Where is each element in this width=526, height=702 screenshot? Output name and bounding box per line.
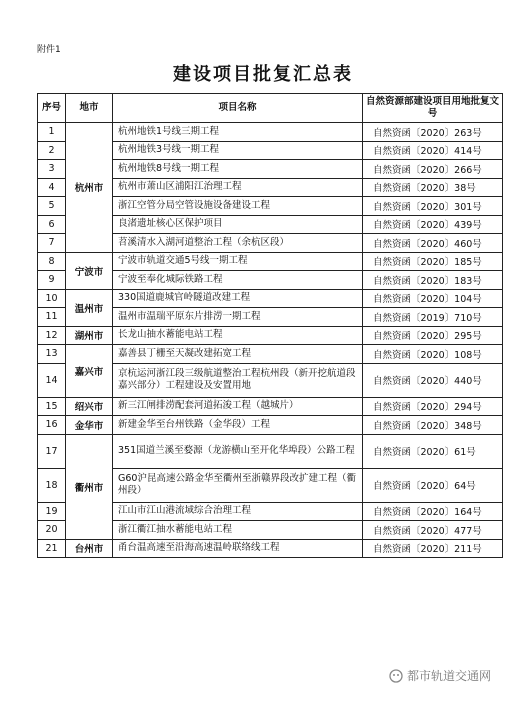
approval-doc-number: 自然资函〔2020〕440号 [363, 363, 503, 397]
row-number: 9 [38, 271, 66, 290]
row-number: 3 [38, 160, 66, 179]
row-number: 16 [38, 416, 66, 435]
approval-doc-number: 自然资函〔2020〕164号 [363, 502, 503, 521]
project-name: 杭州市萧山区浦阳江治理工程 [113, 178, 363, 197]
project-approval-table [37, 93, 503, 558]
table-row [38, 434, 503, 468]
approval-doc-number: 自然资函〔2020〕211号 [363, 539, 503, 558]
table-row [38, 345, 503, 364]
table-row [38, 539, 503, 558]
approval-doc-number: 自然资函〔2020〕61号 [363, 434, 503, 468]
row-number: 15 [38, 397, 66, 416]
approval-doc-number: 自然资函〔2020〕108号 [363, 345, 503, 364]
approval-doc-number: 自然资函〔2020〕477号 [363, 521, 503, 540]
approval-doc-number: 自然资函〔2020〕263号 [363, 123, 503, 142]
row-number: 1 [38, 123, 66, 142]
city-cell: 绍兴市 [66, 397, 113, 416]
approval-doc-number: 自然资函〔2020〕460号 [363, 234, 503, 253]
header-doc: 自然资源部建设项目用地批复文号 [363, 94, 503, 123]
row-number: 17 [38, 434, 66, 468]
project-name: 温州市温瑞平原东片排涝一期工程 [113, 308, 363, 327]
project-name: 江山市江山港流域综合治理工程 [113, 502, 363, 521]
table-row [38, 123, 503, 142]
approval-doc-number: 自然资函〔2020〕64号 [363, 468, 503, 502]
header-no: 序号 [38, 94, 66, 123]
row-number: 21 [38, 539, 66, 558]
header-name: 项目名称 [113, 94, 363, 123]
project-name: 杭州地铁3号线一期工程 [113, 141, 363, 160]
approval-doc-number: 自然资函〔2020〕185号 [363, 252, 503, 271]
wechat-icon [389, 669, 403, 683]
project-name: 新建金华至台州铁路（金华段）工程 [113, 416, 363, 435]
header-city: 地市 [66, 94, 113, 123]
table-header-row [38, 94, 503, 123]
table-body [38, 123, 503, 558]
approval-doc-number: 自然资函〔2020〕266号 [363, 160, 503, 179]
row-number: 10 [38, 289, 66, 308]
row-number: 19 [38, 502, 66, 521]
project-name: 良渚遗址核心区保护项目 [113, 215, 363, 234]
project-name: 新三江闸排涝配套河道拓浚工程（越城片） [113, 397, 363, 416]
city-cell: 宁波市 [66, 252, 113, 289]
city-cell: 湖州市 [66, 326, 113, 345]
project-name: 浙江衢江抽水蓄能电站工程 [113, 521, 363, 540]
project-name: 杭州地铁1号线三期工程 [113, 123, 363, 142]
row-number: 18 [38, 468, 66, 502]
row-number: 20 [38, 521, 66, 540]
approval-doc-number: 自然资函〔2020〕414号 [363, 141, 503, 160]
project-name: 宁波市轨道交通5号线一期工程 [113, 252, 363, 271]
table-row [38, 416, 503, 435]
row-number: 5 [38, 197, 66, 216]
project-name: 苕溪清水入湖河道整治工程（余杭区段） [113, 234, 363, 253]
row-number: 12 [38, 326, 66, 345]
project-name: 嘉善县丁栅至天凝改建拓宽工程 [113, 345, 363, 364]
city-cell: 杭州市 [66, 123, 113, 253]
city-cell: 台州市 [66, 539, 113, 558]
row-number: 14 [38, 363, 66, 397]
row-number: 8 [38, 252, 66, 271]
approval-doc-number: 自然资函〔2020〕38号 [363, 178, 503, 197]
watermark-text: 都市轨道交通网 [407, 669, 492, 683]
table-row [38, 289, 503, 308]
row-number: 6 [38, 215, 66, 234]
row-number: 13 [38, 345, 66, 364]
project-name: G60沪昆高速公路金华至衢州至浙赣界段改扩建工程（衢州段） [113, 468, 363, 502]
approval-doc-number: 自然资函〔2020〕348号 [363, 416, 503, 435]
approval-doc-number: 自然资函〔2020〕439号 [363, 215, 503, 234]
project-name: 长龙山抽水蓄能电站工程 [113, 326, 363, 345]
row-number: 4 [38, 178, 66, 197]
project-name: 330国道鹿城官岭隧道改建工程 [113, 289, 363, 308]
approval-doc-number: 自然资函〔2020〕183号 [363, 271, 503, 290]
city-cell: 金华市 [66, 416, 113, 435]
watermark [389, 667, 491, 684]
project-name: 浙江空管分局空管设施设备建设工程 [113, 197, 363, 216]
page-title: 建设项目批复汇总表 [173, 64, 353, 85]
project-name: 杭州地铁8号线一期工程 [113, 160, 363, 179]
project-name: 京杭运河浙江段三级航道整治工程杭州段（新开挖航道段嘉兴部分）工程建设及安置用地 [113, 363, 363, 397]
approval-doc-number: 自然资函〔2020〕294号 [363, 397, 503, 416]
row-number: 2 [38, 141, 66, 160]
project-name: 甬台温高速至沿海高速温岭联络线工程 [113, 539, 363, 558]
approval-doc-number: 自然资函〔2020〕295号 [363, 326, 503, 345]
attachment-label: 附件1 [37, 45, 61, 55]
project-name: 351国道兰溪至婺源（龙游横山至开化华埠段）公路工程 [113, 434, 363, 468]
row-number: 7 [38, 234, 66, 253]
approval-doc-number: 自然资函〔2020〕104号 [363, 289, 503, 308]
table-row [38, 326, 503, 345]
approval-doc-number: 自然资函〔2020〕301号 [363, 197, 503, 216]
approval-doc-number: 自然资函〔2019〕710号 [363, 308, 503, 327]
city-cell: 温州市 [66, 289, 113, 326]
table-row [38, 397, 503, 416]
city-cell: 衢州市 [66, 434, 113, 539]
city-cell: 嘉兴市 [66, 345, 113, 398]
project-name: 宁波至奉化城际铁路工程 [113, 271, 363, 290]
row-number: 11 [38, 308, 66, 327]
table-row [38, 252, 503, 271]
